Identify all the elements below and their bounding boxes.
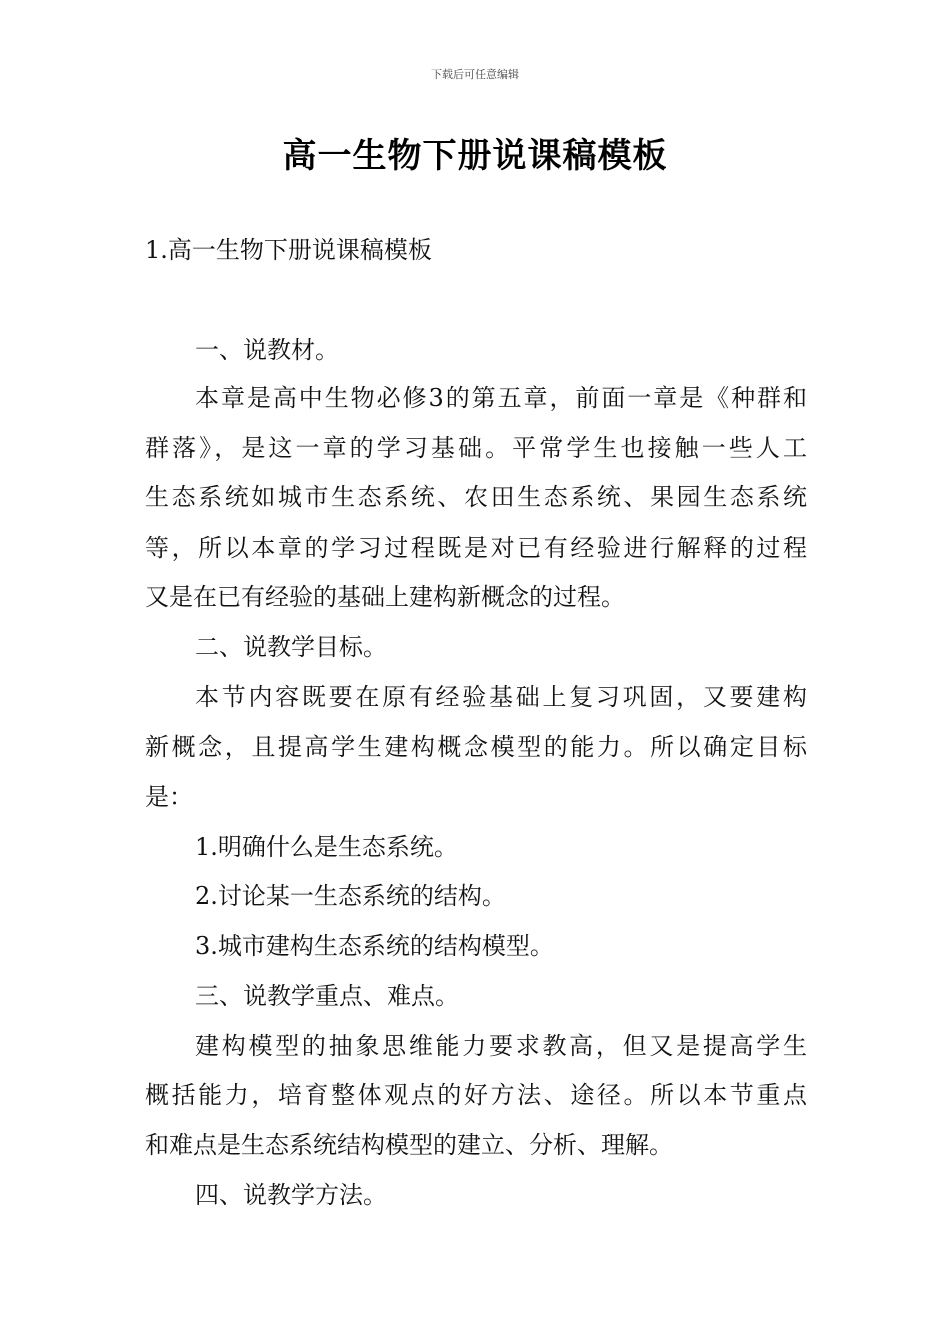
paragraph-line: 建构模型的抽象思维能力要求教高，但又是提高学生 — [195, 1032, 807, 1060]
paragraph-line: 生态系统如城市生态系统、农田生态系统、果园生态系统 — [145, 483, 807, 511]
paragraph-line: 3.城市建构生态系统的结构模型。 — [195, 932, 554, 960]
paragraph-line: 群落》，是这一章的学习基础。平常学生也接触一些人工 — [145, 434, 807, 462]
paragraph-line: 四、说教学方法。 — [195, 1181, 387, 1209]
paragraph-line: 三、说教学重点、难点。 — [195, 982, 459, 1010]
paragraph-line: 等，所以本章的学习过程既是对已有经验进行解释的过程 — [145, 534, 807, 562]
paragraph-line: 概括能力，培育整体观点的好方法、途径。所以本节重点 — [145, 1081, 807, 1109]
paragraph-line: 本章是高中生物必修3的第五章，前面一章是《种群和 — [195, 384, 807, 412]
paragraph-line: 1.明确什么是生态系统。 — [195, 833, 458, 861]
page-header-note: 下载后可任意编辑 — [431, 68, 519, 81]
section-heading: 1.高一生物下册说课稿模板 — [145, 236, 432, 264]
paragraph-line: 二、说教学目标。 — [195, 633, 387, 661]
paragraph-line: 一、说教材。 — [195, 336, 339, 364]
paragraph-line: 和难点是生态系统结构模型的建立、分析、理解。 — [145, 1131, 673, 1159]
paragraph-line: 又是在已有经验的基础上建构新概念的过程。 — [145, 583, 625, 611]
paragraph-line: 2.讨论某一生态系统的结构。 — [195, 882, 506, 910]
paragraph-line: 新概念，且提高学生建构概念模型的能力。所以确定目标 — [145, 733, 807, 761]
document-title: 高一生物下册说课稿模板 — [282, 136, 668, 176]
paragraph-line: 是： — [145, 783, 193, 811]
paragraph-line: 本节内容既要在原有经验基础上复习巩固，又要建构 — [195, 683, 807, 711]
